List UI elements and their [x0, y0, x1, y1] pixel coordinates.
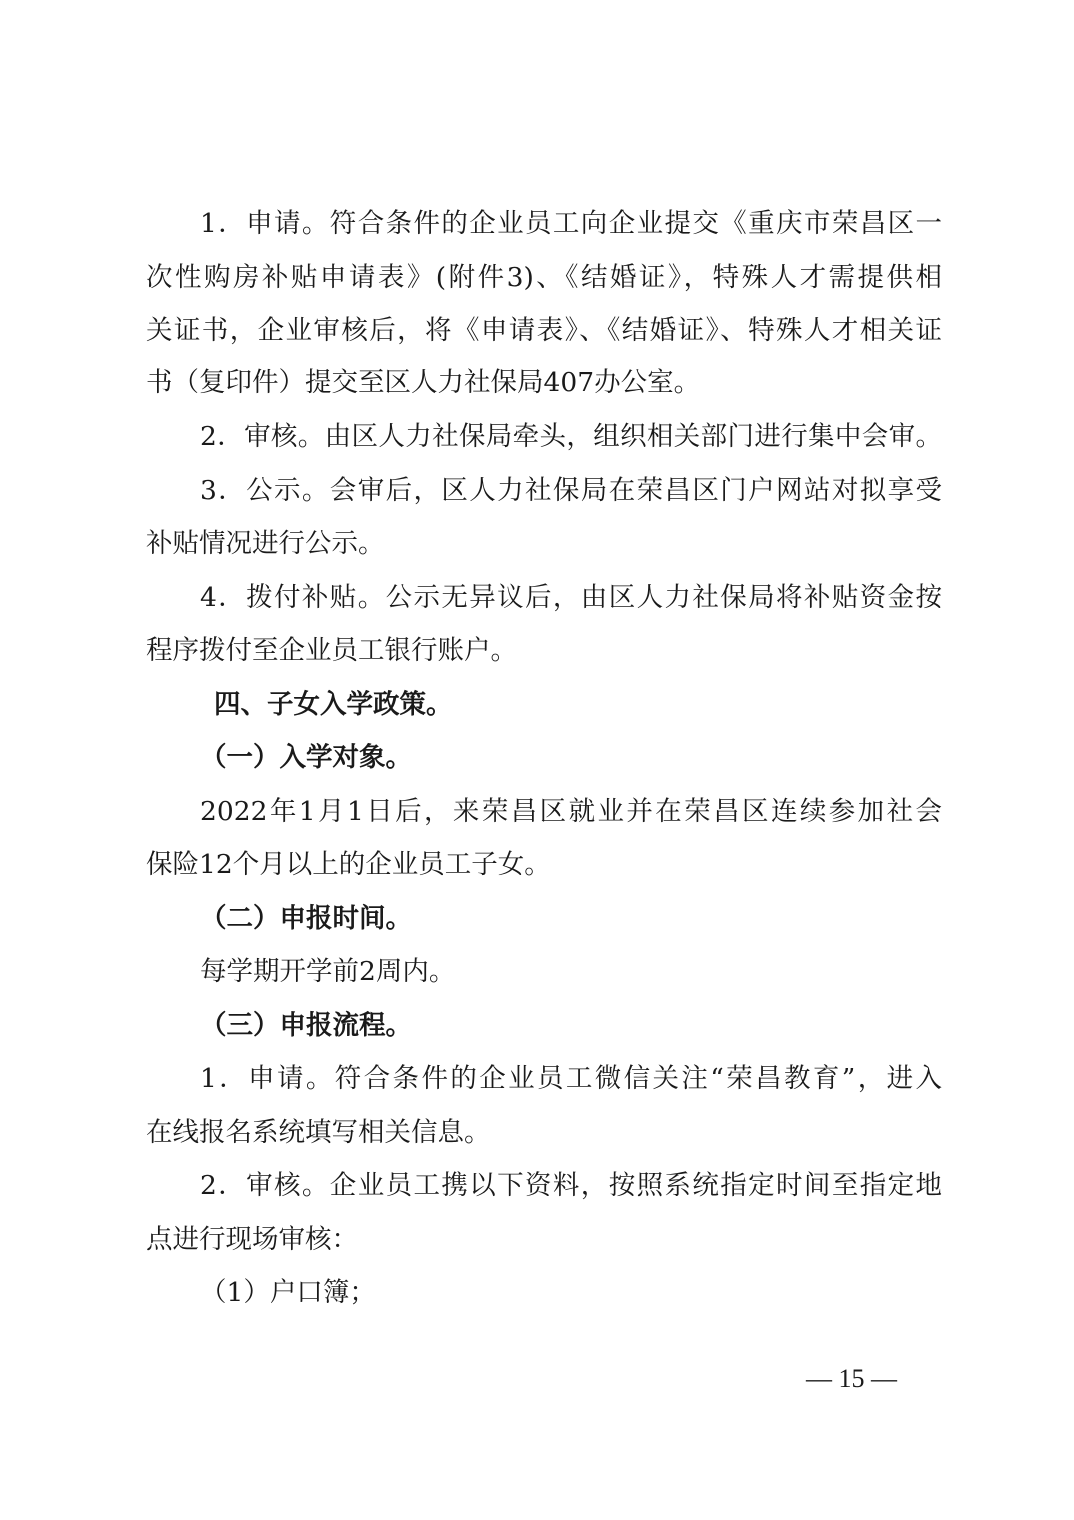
paragraph-line-14: 在线报名系统填写相关信息。: [146, 1117, 491, 1148]
paragraph-line-6: 3．公示。会审后，区人力社保局在荣昌区门户网站对拟享受: [200, 475, 942, 506]
paragraph-line-16: 点进行现场审核：: [146, 1224, 358, 1255]
paragraph-line-4: 书（复印件）提交至区人力社保局407办公室。: [146, 367, 701, 398]
paragraph-line-10: 2022年1月1日后，来荣昌区就业并在荣昌区连续参加社会: [200, 796, 942, 827]
paragraph-line-15: 2．审核。企业员工携以下资料，按照系统指定时间至指定地: [200, 1170, 942, 1201]
paragraph-line-3: 关证书，企业审核后，将《申请表》、《结婚证》、特殊人才相关证: [146, 315, 942, 346]
paragraph-line-5: 2．审核。由区人力社保局牵头，组织相关部门进行集中会审。: [200, 421, 942, 452]
subsection-heading-3: （三）申报流程。: [200, 1010, 412, 1041]
paragraph-line-11: 保险12个月以上的企业员工子女。: [146, 849, 551, 880]
section-heading: 四、子女入学政策。: [214, 689, 453, 720]
subsection-heading-1: （一）入学对象。: [200, 742, 412, 773]
paragraph-line-1: 1．申请。符合条件的企业员工向企业提交《重庆市荣昌区一: [200, 208, 942, 239]
paragraph-line-8: 4．拨付补贴。公示无异议后，由区人力社保局将补贴资金按: [200, 582, 942, 613]
paragraph-line-7: 补贴情况进行公示。: [146, 528, 385, 559]
paragraph-line-13: 1．申请。符合条件的企业员工微信关注“荣昌教育”，进入: [200, 1063, 942, 1094]
subsection-heading-2: （二）申报时间。: [200, 903, 412, 934]
paragraph-line-9: 程序拨付至企业员工银行账户。: [146, 635, 517, 666]
paragraph-line-12: 每学期开学前2周内。: [200, 956, 456, 987]
page-number: — 15 —: [806, 1364, 897, 1393]
paragraph-line-2: 次性购房补贴申请表》(附件3)、《结婚证》，特殊人才需提供相: [146, 262, 942, 293]
paragraph-line-17: （1）户口簿；: [200, 1277, 376, 1308]
